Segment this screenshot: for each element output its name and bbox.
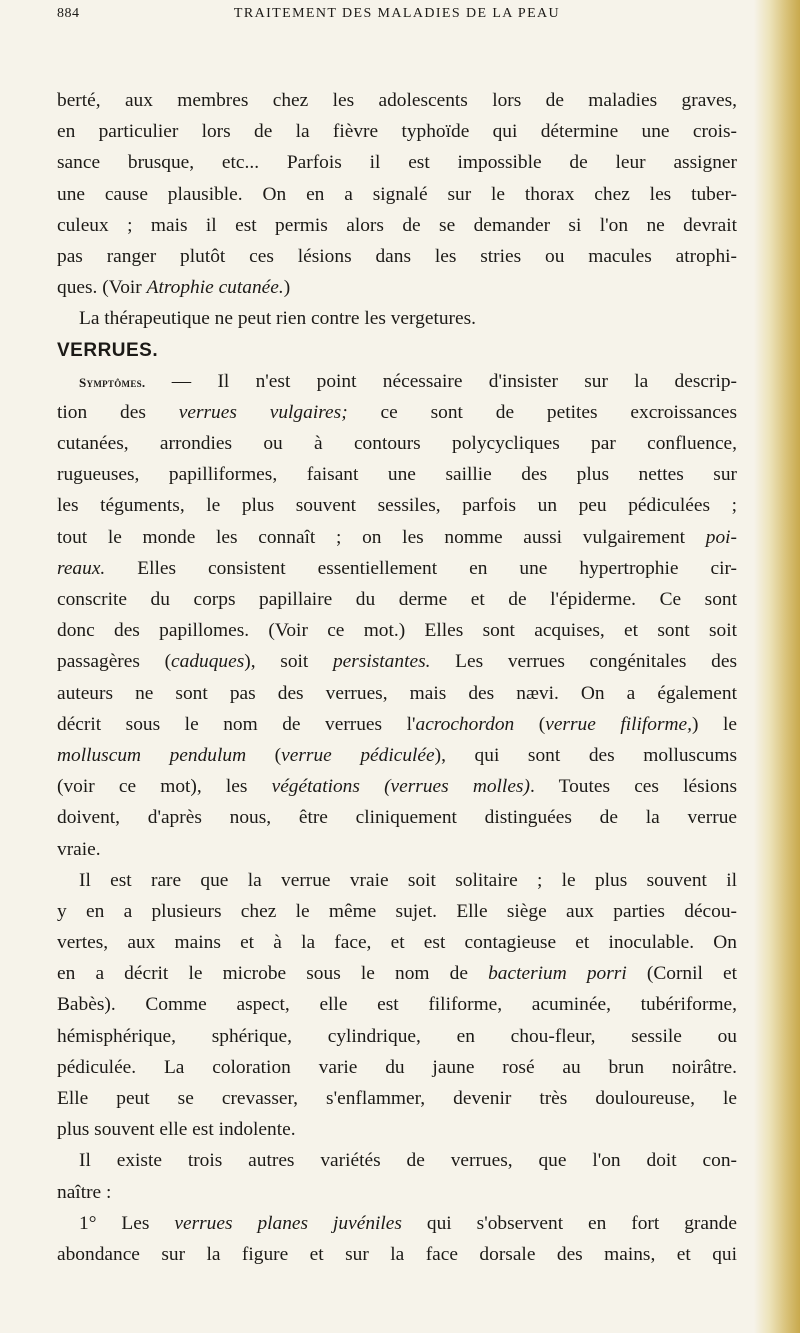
text-line: naître : bbox=[57, 1181, 112, 1203]
text-line: culeux ; mais il est permis alors de se demander si l'on ne devrait bbox=[57, 214, 737, 236]
text-line: Elle peut se crevasser, s'enflammer, devenir très douloureuse, le bbox=[57, 1088, 737, 1109]
text-line: 1° Les verrues planes juvéniles qui s'observent en fort grande bbox=[79, 1212, 737, 1234]
text-line: vertes, aux mains et à la face, et est contagieuse et inoculable. On bbox=[57, 932, 737, 954]
text-line: les téguments, le plus souvent sessiles, parfois un peu pédiculées ; bbox=[57, 495, 737, 517]
text-line: berté, aux membres chez les adolescents lors de maladies graves, bbox=[57, 90, 737, 111]
text-line: tout le monde les connaît ; on les nomme aussi vulgairement poi- bbox=[57, 526, 737, 548]
text-line: La thérapeutique ne peut rien contre les vergetures. bbox=[79, 308, 476, 330]
text-line: passagères (caduques), soit persistantes. Les verrues congénitales des bbox=[57, 651, 737, 673]
text-line: décrit sous le nom de verrues l'acrochordon (verrue filiforme,) le bbox=[57, 713, 737, 735]
text-line: (voir ce mot), les végétations (verrues molles). Toutes ces lésions bbox=[57, 776, 737, 798]
text-line: tion des verrues vulgaires; ce sont de petites excroissances bbox=[57, 401, 737, 423]
text-line: cutanées, arrondies ou à contours polycycliques par confluence, bbox=[57, 433, 737, 455]
section-heading: VERRUES. bbox=[57, 339, 159, 361]
text-line: Il est rare que la verrue vraie soit solitaire ; le plus souvent il bbox=[79, 869, 737, 891]
text-line: Il existe trois autres variétés de verrues, que l'on doit con- bbox=[79, 1150, 737, 1172]
text-line: y en a plusieurs chez le même sujet. Elle siège aux parties décou- bbox=[57, 900, 737, 922]
text-line: Babès). Comme aspect, elle est filiforme, acuminée, tubériforme, bbox=[57, 994, 737, 1016]
text-line: doivent, d'après nous, être cliniquement distinguées de la verrue bbox=[57, 807, 737, 829]
text-line: molluscum pendulum (verrue pédiculée), qui sont des molluscums bbox=[57, 744, 738, 766]
text-line: conscrite du corps papillaire du derme et de l'épiderme. Ce sont bbox=[57, 589, 737, 610]
text-line: reaux. Elles consistent essentiellement en une hypertrophie cir- bbox=[57, 557, 737, 579]
text-line: sance brusque, etc... Parfois il est impossible de leur assigner bbox=[57, 152, 737, 174]
side-heading: Symptômes. bbox=[79, 374, 146, 390]
body-text bbox=[57, 85, 737, 1270]
text-line: donc des papillomes. (Voir ce mot.) Elles sont acquises, et sont soit bbox=[57, 620, 737, 642]
page-number: 884 bbox=[57, 6, 80, 21]
text-line: pas ranger plutôt ces lésions dans les stries ou macules atrophi- bbox=[57, 245, 737, 267]
page-edge-discoloration bbox=[754, 0, 800, 1333]
text-line: une cause plausible. On en a signalé sur le thorax chez les tuber- bbox=[57, 183, 737, 205]
text-line: plus souvent elle est indolente. bbox=[57, 1119, 296, 1141]
text-line: Symptômes. — Il n'est point nécessaire d'insister sur la descrip- bbox=[79, 370, 737, 392]
text-line: auteurs ne sont pas des verrues, mais des nævi. On a également bbox=[57, 682, 737, 704]
text-line: vraie. bbox=[57, 838, 101, 860]
text-line: ques. (Voir Atrophie cutanée.) bbox=[57, 277, 291, 299]
running-head bbox=[57, 6, 737, 28]
text-line: abondance sur la figure et sur la face dorsale des mains, et qui bbox=[57, 1243, 737, 1265]
text-line: hémisphérique, sphérique, cylindrique, en chou-fleur, sessile ou bbox=[57, 1025, 737, 1047]
cross-reference: Atrophie cutanée. bbox=[146, 277, 284, 299]
text-line: en particulier lors de la fièvre typhoïde qui détermine une crois- bbox=[57, 121, 737, 143]
text-line: en a décrit le microbe sous le nom de bacterium porri (Cornil et bbox=[57, 963, 738, 985]
text-line: pédiculée. La coloration varie du jaune rosé au brun noirâtre. bbox=[57, 1056, 737, 1078]
text-line: rugueuses, papilliformes, faisant une saillie des plus nettes sur bbox=[57, 464, 737, 486]
running-title: TRAITEMENT DES MALADIES DE LA PEAU bbox=[233, 6, 561, 21]
